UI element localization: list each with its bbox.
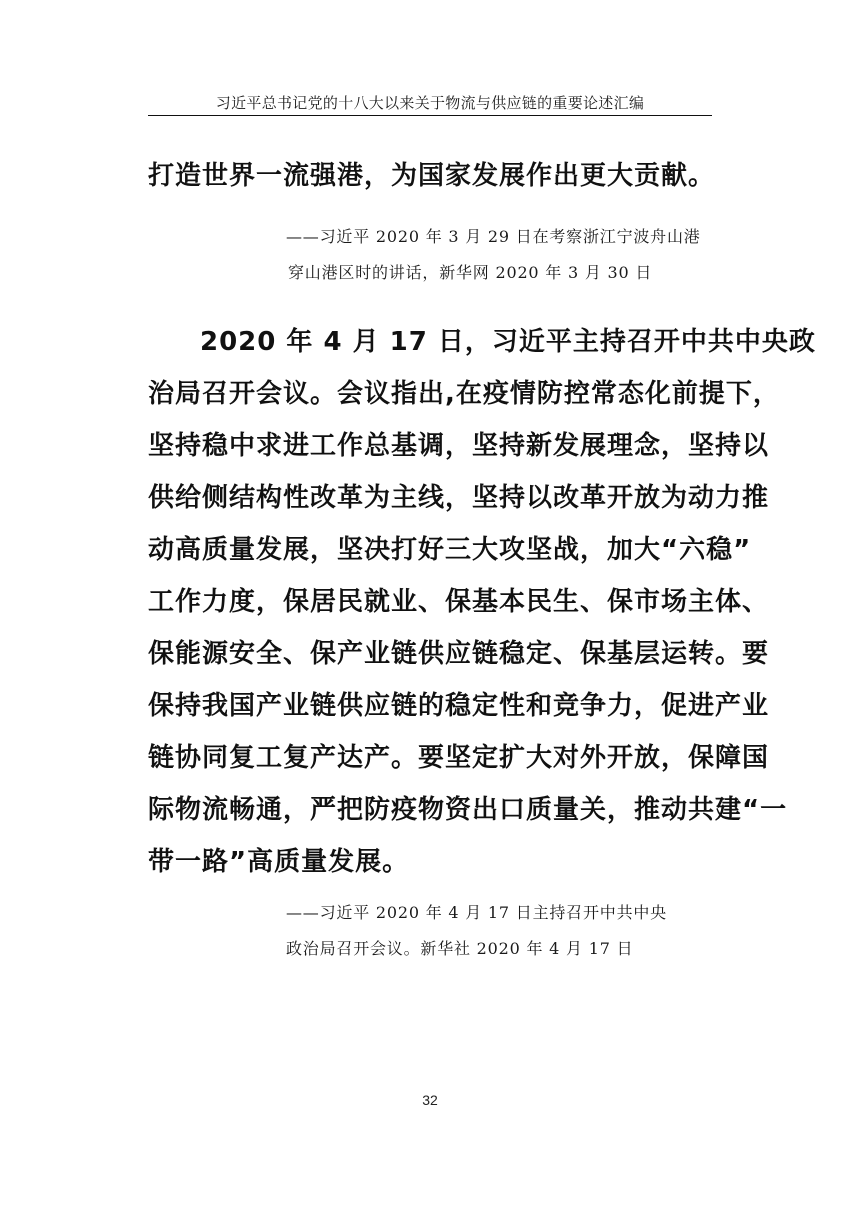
paragraph-line: 链协同复工复产达产。要坚定扩大对外开放，保障国 (148, 743, 770, 773)
running-header-title: 习近平总书记党的十八大以来关于物流与供应链的重要论述汇编 (215, 94, 645, 112)
paragraph-line: 治局召开会议。会议指出,在疫情防控常态化前提下， (148, 379, 780, 409)
quote-2-citation-line-1: ——习近平 2020 年 4 月 17 日主持召开中共中央 (286, 903, 667, 922)
quote-1-text: 打造世界一流强港，为国家发展作出更大贡献。 (148, 161, 716, 191)
paragraph-line: 2020 年 4 月 17 日，习近平主持召开中共中央政 (200, 327, 816, 357)
paragraph-line: 带一路”高质量发展。 (148, 847, 410, 877)
paragraph-line: 动高质量发展，坚决打好三大攻坚战，加大“六稳” (148, 535, 752, 565)
paragraph-line: 际物流畅通，严把防疫物资出口质量关，推动共建“一 (148, 795, 788, 825)
paragraph-line: 供给侧结构性改革为主线，坚持以改革开放为动力推 (148, 483, 770, 513)
quote-1-citation-line-2: 穿山港区时的讲话，新华网 2020 年 3 月 30 日 (288, 263, 653, 282)
quote-1-citation-line-1: ——习近平 2020 年 3 月 29 日在考察浙江宁波舟山港 (286, 227, 701, 246)
quote-1-citation (286, 219, 726, 291)
quote-2-citation-line-2: 政治局召开会议。新华社 2020 年 4 月 17 日 (286, 939, 634, 958)
quote-2-citation (286, 895, 726, 967)
paragraph-line: 工作力度，保居民就业、保基本民生、保市场主体、 (148, 587, 770, 617)
paragraph-line: 坚持稳中求进工作总基调，坚持新发展理念，坚持以 (148, 431, 770, 461)
quote-2-paragraph (148, 316, 816, 888)
paragraph-line: 保能源安全、保产业链供应链稳定、保基层运转。要 (148, 639, 770, 669)
header-rule (148, 115, 712, 116)
paragraph-line: 保持我国产业链供应链的稳定性和竞争力，促进产业 (148, 691, 770, 721)
page-number: 32 (422, 1092, 438, 1108)
